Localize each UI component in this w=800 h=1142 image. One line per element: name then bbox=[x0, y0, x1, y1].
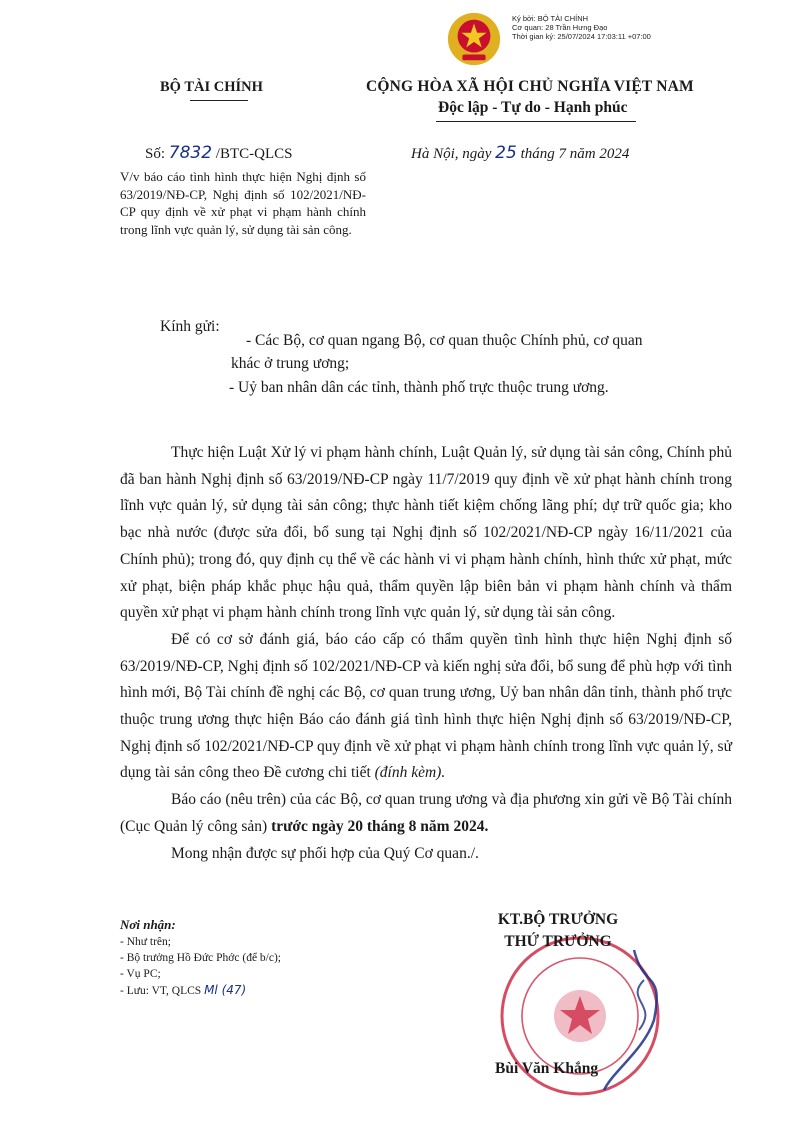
handwritten-day: 25 bbox=[495, 143, 517, 163]
body-paragraph-3 bbox=[120, 787, 732, 840]
date-prefix: Hà Nội, ngày bbox=[411, 146, 492, 162]
nation-motto: Độc lập - Tự do - Hạnh phúc bbox=[438, 99, 628, 116]
document-subject: V/v báo cáo tình hình thực hiện Nghị định số 63/2019/NĐ-CP, Nghị định số 102/2021/NĐ-CP quy định về xử phạt vi phạm hành chính trong lĩnh vực quản lý, sử dụng tài sản công. bbox=[120, 169, 366, 237]
paragraph-3-text: Báo cáo (nêu trên) của các Bộ, cơ quan trung ương và địa phương xin gửi về Bộ Tài chính (Cục Quản lý công sản) bbox=[120, 791, 732, 835]
body-paragraph-4: Mong nhận được sự phối hợp của Quý Cơ quan./. bbox=[171, 844, 479, 862]
digital-signer: Ký bởi: BỘ TÀI CHÍNH bbox=[512, 14, 589, 23]
body-paragraph-2 bbox=[120, 627, 732, 787]
number-prefix: Số: bbox=[145, 146, 166, 162]
document-date bbox=[411, 143, 629, 163]
recipients-list-item: - Như trên; bbox=[120, 936, 171, 948]
national-emblem-icon bbox=[445, 10, 503, 68]
paragraph-3-deadline: trước ngày 20 tháng 8 năm 2024. bbox=[271, 817, 489, 835]
handwritten-number: 7832 bbox=[168, 143, 213, 163]
handwritten-archive-note: Ml (47) bbox=[204, 983, 247, 997]
digital-time: Thời gian ký: 25/07/2024 17:03:11 +07:00 bbox=[512, 32, 651, 41]
paragraph-2-text: Để có cơ sở đánh giá, báo cáo cấp có thẩm quyền tình hình thực hiện Nghị định số 63/2019/NĐ-CP, Nghị định số 102/2021/NĐ-CP và kiến nghị sửa đổi, bổ sung để phù hợp với tình hình mới, Bộ Tài chính đề nghị các Bộ, cơ quan trung ương, Uỷ ban nhân dân tỉnh, thành phố trực thuộc trung ương thực hiện Báo cáo đánh giá tình hình thực hiện Nghị định số 63/2019/NĐ-CP, Nghị định số 102/2021/NĐ-CP quy định về xử phạt vi phạm hành chính trong lĩnh vực quản lý, sử dụng tài sản công theo Đề cương chi tiết bbox=[120, 630, 732, 782]
recipients-list-title: Nơi nhận: bbox=[120, 917, 176, 932]
recipient-line-2: - Uỷ ban nhân dân các tỉnh, thành phố trực thuộc trung ương. bbox=[229, 379, 609, 396]
number-suffix: /BTC-QLCS bbox=[215, 146, 293, 162]
signer-name: Bùi Văn Khắng bbox=[495, 1060, 599, 1077]
signature-title-1: KT.BỘ TRƯỞNG bbox=[497, 911, 619, 928]
signature-title bbox=[488, 909, 628, 953]
issuing-agency: BỘ TÀI CHÍNH bbox=[160, 79, 263, 95]
recipients-list-item bbox=[120, 982, 281, 999]
document-number bbox=[145, 143, 292, 163]
signature-title-2: THỨ TRƯỞNG bbox=[504, 933, 612, 950]
document-body bbox=[120, 440, 732, 867]
recipient-line-1: - Các Bộ, cơ quan ngang Bộ, cơ quan thuộc Chính phủ, cơ quan bbox=[246, 332, 643, 349]
recipients-list-item: - Bộ trưởng Hồ Đức Phớc (để b/c); bbox=[120, 952, 281, 964]
agency-underline bbox=[190, 100, 248, 101]
paragraph-2-italic: (đính kèm). bbox=[374, 764, 446, 782]
recipients-list-item: - Vụ PC; bbox=[120, 968, 161, 980]
recipients-list bbox=[120, 934, 281, 999]
date-suffix: tháng 7 năm 2024 bbox=[520, 146, 630, 162]
body-paragraph-1: Thực hiện Luật Xử lý vi phạm hành chính, Luật Quản lý, sử dụng tài sản công, Chính phủ đã ban hành Nghị định số 63/2019/NĐ-CP ngày 11/7/2019 quy định về xử phạt hành chính trong lĩnh vực quản lý, sử dụng tài sản công; thực hành tiết kiệm chống lãng phí; dự trữ quốc gia; kho bạc nhà nước (được sửa đổi, bổ sung tại Nghị định số 102/2021/NĐ-CP ngày 16/11/2021 của Chính phủ); trong đó, quy định cụ thể về các hành vi vi phạm hành chính, hình thức xử phạt, mức xử phạt, biện pháp khắc phục hậu quả, thẩm quyền lập biên bản vi phạm hành chính và thẩm quyền xử phạt vi phạm hành chính trong lĩnh vực quản lý, sử dụng tài sản công. bbox=[120, 444, 732, 622]
digital-signature-info bbox=[512, 14, 651, 41]
recipients-label: Kính gửi: bbox=[160, 318, 220, 335]
nation-title: CỘNG HÒA XÃ HỘI CHỦ NGHĨA VIỆT NAM bbox=[366, 78, 694, 95]
digital-agency: Cơ quan: 28 Trần Hưng Đạo bbox=[512, 23, 608, 32]
recipient-line-1-cont: khác ở trung ương; bbox=[231, 355, 350, 372]
motto-underline bbox=[436, 121, 636, 122]
archive-label: - Lưu: VT, QLCS bbox=[120, 985, 202, 997]
